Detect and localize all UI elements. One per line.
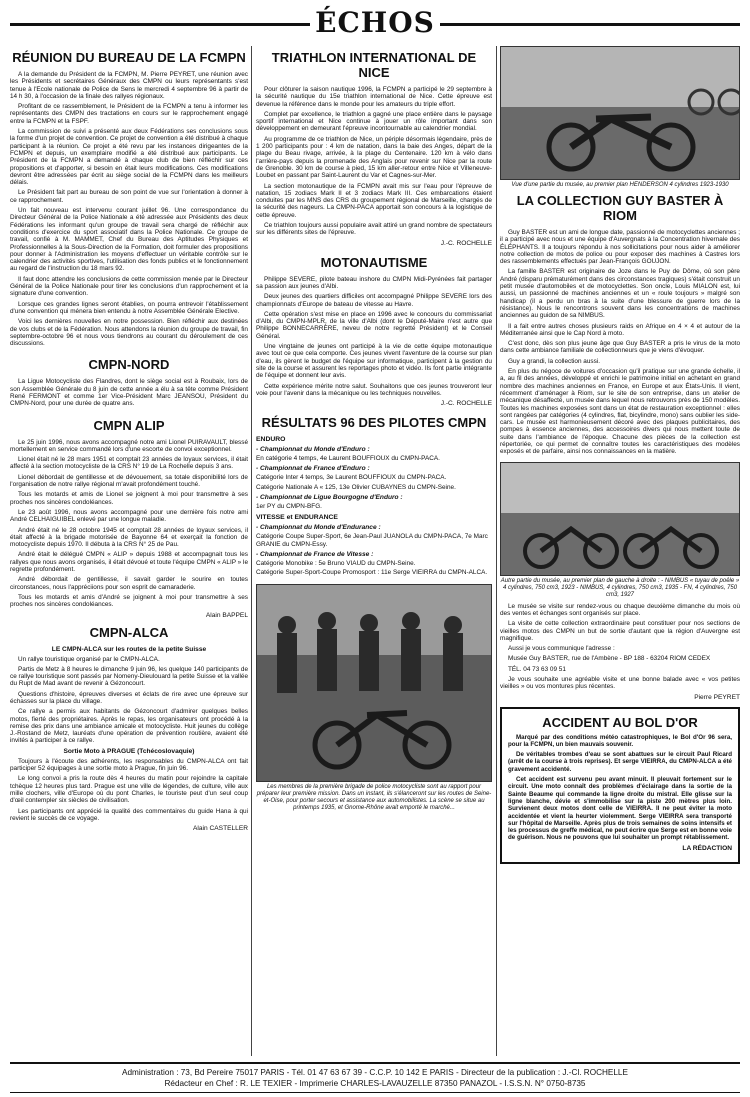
article-body-alip: [10, 439, 248, 609]
paragraph: Marqué par des conditions météo catastrophiques, le Bol d'Or 96 sera, pour la FCMPN, un bien mauvais souvenir.: [508, 733, 732, 748]
signature: LA RÉDACTION: [682, 844, 732, 852]
paragraph: Il faut donc attendre les conclusions de cette commission menée par le Directeur Général de la Police Nationale pour tirer les conclusions d'un rapprochement et la signature d'une convention.: [10, 275, 248, 298]
championship-label: - Championnat du Monde d'Endurance :: [256, 524, 381, 532]
paragraph: Lorsque ces grandes lignes seront établies, on pourra entrevoir l'établissement d'une convention qui ménera bien entendu à notre Assemblée Générale Elective.: [10, 300, 248, 315]
column-divider: [251, 46, 252, 1056]
paragraph: La visite de cette collection extraordinaire peut constituer pour nos sections de vieilles motos des CMPN un but de sortie d'autant que la région d'Auvergne est magnifique.: [500, 620, 740, 642]
result-line: En catégorie 4 temps, 4e Laurent BOUFFIOUX du CMPN-PACA.: [256, 455, 440, 463]
paragraph: Tous les motards et amis de Lionel se joignent à moi pour transmettre à ses proches nos sincères condoléances.: [10, 491, 248, 506]
paragraph: Ce rallye a permis aux habitants de Gézoncourt d'admirer quelques belles motos, fierté des propriétaires. Après le repas, les organisateurs ont procédé à la remise des prix dans une ambiance amicale et motocycliste. Huit jeunes du collège J.-Rostand de Metz, lauréats d'une opération de prévention routière, avaient été invités à participer à ce rallye.: [10, 708, 248, 745]
paragraph: La commission de suivi a présenté aux deux Fédérations ses conclusions sous la forme d'un projet de convention. Ce projet de convention a été distribué à chaque participant à la réunion. Ce projet a été revu par les instances dirigeantes de la FCMPN et depuis, un exemplaire modifié a été distribué aux participants. Le Président de la FCMPN a demandé à chaque club de bien réfléchir sur ces propositions et d'apporter, si besoin en était leurs modifications. Ces modifications devront être adressées par écrit au siège social de la FCMPN dans les meilleurs délais.: [10, 128, 248, 187]
paragraph: Pour clôturer la saison nautique 1996, la FCMPN a participé le 29 septembre à la sécurité nautique du 15e triathlon international de Nice. Cette épreuve est devenue la référence dans le monde pour les amateurs du triple effort.: [256, 86, 492, 108]
result-line: Catégorie Super-Sport-Coupe Promosport : 11e Serge VIEIRRA du CMPN-ALCA.: [256, 569, 488, 577]
paragraph: Ce triathlon toujours aussi populaire avait attiré un grand nombre de spectateurs sur les différents sites de l'épreuve.: [256, 222, 492, 237]
museum-motorcycle-illustration: [501, 463, 739, 575]
paragraph: En plus du négoce de voitures d'occasion qu'il pratique sur une grande échelle, il a, au fil des années, développé et enrichi le patrimoine initial en achetant en grand nombre des machines anciennes en France, en Europe et aux États-Unis. Il vient, récemment d'aménager à Riom, sur le site de son entreprise, dans un atelier de mécanique désaffecté, un musée dans lequel nous retrouvons près de 150 modèles. Toutes les machines exposées sont dans un état de restauration exceptionnel : elles sont rangées par catégories (4 cylindres, flat, bicylindre, mono) sans oublier les side-cars. Le musée est harmonieusement décoré avec des plaques publicitaires, des pompes à essence anciennes, des accessoires divers qui nous mettent toute de suite dans l'ambiance de l'époque. Chacune des pièces de la collection est répertoriée, ce qui permet de connaître toutes les caractéristiques des modèles exposés et de parfaire, ainsi nos connaissances en la matière.: [500, 368, 740, 456]
paragraph: De véritables trombes d'eau se sont abattues sur le circuit Paul Ricard (arrêt de la course à trois reprises). Et serge VIEIRRA, du CMPN-ALCA a été gravement accidenté.: [508, 751, 732, 773]
article-title-baster: LA COLLECTION GUY BASTER À RIOM: [516, 193, 724, 223]
police-brigade-photo: [256, 584, 492, 782]
paragraph: A la demande du Président de la FCMPN, M. Pierre PEYRET, une réunion avec les Présidents et secrétaires Généraux des CMPN ou leurs représentants s'est tenue à l'Ecole nationale de Police de Sens le mercredi 4 septembre 96 à partir de 14 h 30, à l'occasion de la finale des rallyes régionaux.: [10, 71, 248, 100]
signature: Alain BAPPEL: [205, 611, 248, 619]
museum-photo-henderson: [500, 46, 740, 180]
paragraph: Il a fait entre autres choses plusieurs raids en Afrique en 4 × 4 et autour de la Méditerranée ainsi que le Cap Nord à moto.: [500, 322, 740, 337]
paragraph: Deux jeunes des quartiers difficiles ont accompagné Philippe SEVERE lors des championnats d'Europe de bateau de vitesse au Havre.: [256, 293, 492, 308]
paragraph: Les participants ont apprécié la qualité des commentaires du guide Hana à qui revient le succès de ce voyage.: [10, 807, 248, 822]
paragraph: André débordait de gentillesse, il savait garder le sourire en toutes circonstances, nous l'appréciions pour son esprit de camaraderie.: [10, 576, 248, 591]
paragraph: Une vingtaine de jeunes ont participé à la vie de cette équipe motonautique avec tout ce que cela comporte. Ces jeunes vivent l'aventure de la course sur plan d'eau, ils gèrent le budget de l'équipe sur informatique, participent à la gestion du site de la course et assurent les reportages photo et vidéo. Ils font partie intégrante de l'équipe et donnent leur avis.: [256, 343, 492, 380]
article-body-reunion: [10, 71, 248, 347]
results-category: ENDURO: [256, 436, 286, 444]
championship-label: - Championnat de Ligue Bourgogne d'Enduro :: [256, 493, 403, 501]
column-left: [10, 46, 248, 1055]
photo-caption: Autre partie du musée, au premier plan de gauche à droite : - NIMBUS « tuyau de poêle » 4 cylindres, 750 cm3, 1923 - NIMBUS, 4 cylindres, 750 cm3, 1935 - FN, 4 cylindres, 750 cm3, 1927: [500, 577, 740, 598]
result-line: Catégorie Monobike : 5e Bruno VIAUD du CMPN-Seine.: [256, 559, 416, 567]
subheading: Sortie Moto à PRAGUE (Tchécoslovaquie): [63, 747, 195, 755]
footer-line: Administration : 73, Bd Pereire 75017 PARIS - Tél. 01 47 63 67 39 - C.C.P. 10 142 E PARIS - Directeur de la publication : J.-Cl. ROCHELLE: [122, 1068, 628, 1077]
paragraph: Aussi je vous communique l'adresse :: [508, 645, 615, 653]
paragraph: La famille BASTER est originaire de Joze dans le Puy de Dôme, où son père André (disparu prématurément dans des circonstances tragiques) s'était construit un petit musée d'automobiles et de motocyclettes. Son oncle, Louis MIALON est, lui aussi, un passionné de machines anciennes et un « roule toujours » malgré son handicap (il a perdu un bras à la suite d'une blessure de guerre lors de la résistance). Nous le rencontrons souvent dans les concentrations de machines anciennes au guidon de sa NIMBUS.: [500, 268, 740, 320]
result-line: Catégorie Nationale A « 125, 13e Olivier CUBAYNES du CMPN-Seine.: [256, 483, 456, 491]
result-line: 1er PY du CMPN-BFG.: [256, 502, 322, 510]
paragraph: Guy BASTER est un ami de longue date, passionné de motocyclettes anciennes ; il a participé avec nous et une équipe d'Auvergnats à la Concentration hivernale des ÉLÉPHANTS. Il a toujours répondu à nos sollicitations pour nous aider à améliorer notre collection de motos de police ou pour exposer des machines à Castres lors des rassemblements effectués par Jean-François GOUJON.: [500, 229, 740, 266]
signature: J.-C. ROCHELLE: [440, 239, 492, 247]
photo-caption: Vue d'une partie du musée, au premier plan HENDERSON 4 cylindres 1923-1930: [511, 182, 729, 188]
museum-motorcycle-illustration: [501, 47, 739, 179]
header-rule-left: [10, 23, 310, 26]
paragraph: Un fait nouveau est intervenu courant juillet 96. Une correspondance du Directeur Général de la Police Nationale a été adressée aux Présidents des deux Fédérations les informant qu'un groupe de travail sera chargé de réfléchir aux conditions d'exercice du sport associatif dans la Police Nationale. Ce groupe de travail, confié à M. MAMMET, Chef du Bureau des Aptitudes Physiques et Professionnelles à la Sous-Direction de la Formation, doit formuler des propositions pour donner à l'Administration les moyens d'effectuer un véritable contrôle sur le calendrier des activités sportives, l'utilisation des fonds publics et le fonctionnement au regard de l'instruction du 18 mars 92.: [10, 207, 248, 273]
museum-photo-nimbus: [500, 462, 740, 576]
paragraph: Lionel était né le 28 mars 1951 et comptait 23 années de loyaux services, il était affecté à la section motocycliste de la CRS N° 19 de La Rochelle depuis 3 ans.: [10, 456, 248, 471]
signature: Pierre PEYRET: [694, 693, 740, 701]
article-title-accident: ACCIDENT AU BOL D'OR: [542, 714, 698, 730]
photo-caption: Les membres de la première brigade de police motocycliste sont au rapport pour préparer leur première mission. Dans un instant, ils s'élanceront sur les routes de Seine-et-Oise, pour porter secours et assistance aux automobilistes. La scène se situe au printemps 1935, et Gnome-Rhône avait emporté le marché...: [256, 784, 492, 812]
paragraph: Au programme de ce triathlon de Nice, un périple désormais légendaire, près de 1 200 participants pour : 4 km de natation, dans la baie des Anges, départ de la plage du Beau rivage, arrivée, à la plage du Centenaire. 120 km à vélo dans l'arrière-pays depuis la promenade des Anglais pour revenir sur Nice par la route de Grenoble. 30 km de course à pied, 15 km aller-retour entre Nice et Villeneuve-Loubet en passant par Saint-Laurent du Var et Cagnes-sur-Mer.: [256, 135, 492, 180]
paragraph: Profitant de ce rassemblement, le Président de la FCMPN a tenu à informer les représentants des CMPN des tractations en cours sur le rapprochement engagé entre la FCMPN et la FSPF.: [10, 103, 248, 125]
signature: Alain CASTELLER: [193, 825, 248, 833]
phone-line: TÉL. 04 73 63 09 51: [508, 665, 566, 673]
result-line: Catégorie Coupe Super-Sport, 6e Jean-Paul JUANOLA du CMPN-PACA, 7e Marc GRANIE du CMPN-Essy.: [256, 533, 488, 548]
paragraph: Tous les motards et amis d'André se joignent à moi pour transmettre à ses proches nos sincères condoléances.: [10, 593, 248, 609]
column-right: [500, 46, 740, 1055]
paragraph: Questions d'histoire, épreuves diverses et éclats de rire avec une épreuve sur échasses sur la place du village.: [10, 690, 248, 705]
article-title-reunion: RÉUNION DU BUREAU DE LA FCMPN: [12, 50, 246, 65]
article-title-motonautisme: MOTONAUTISME: [320, 254, 428, 270]
footer-line: Rédacteur en Chef : R. LE TEXIER - Imprimerie CHARLES-LAVAUZELLE 87350 PANAZOL - I.S.S.N. N° 0750-8735: [164, 1079, 586, 1088]
paragraph: Complet par excellence, le triathlon a gagné une place entière dans le paysage sportif international et Nice continue à jouer un rôle important dans son développement en demeurant l'épreuve incontournable au calendrier mondial.: [256, 110, 492, 133]
results-category: VITESSE et ENDURANCE: [256, 514, 338, 522]
paragraph: Lionel débordait de gentillesse et de dévouement, sa totale disponibilité lors de l'organisation de notre rallye régional m'avait profondément touché.: [10, 473, 248, 489]
article-title-alip: CMPN ALIP: [93, 417, 165, 433]
page-title: ÉCHOS: [315, 6, 435, 39]
header-rule-right: [440, 23, 740, 26]
paragraph: Un rallye touristique organisé par le CMPN-ALCA.: [18, 655, 160, 663]
paragraph: André était né le 28 octobre 1945 et comptait 28 années de loyaux services, il était affecté à la brigade motorisée de Bayonne 64 et exerçait la fonction de motocycliste depuis 1970. Il débuta à la CRS N° 25 de Pau.: [10, 526, 248, 549]
article-title-triathlon: TRIATHLON INTERNATIONAL DE NICE: [271, 50, 477, 80]
championship-label: - Championnat de France de Vitesse :: [256, 550, 374, 558]
article-title-alca: CMPN-ALCA: [89, 624, 169, 640]
paragraph: Le musée se visite sur rendez-vous ou chaque deuxième dimanche du mois où des ventes et échanges sont organisés sur place.: [500, 602, 740, 617]
paragraph: Le Président fait part au bureau de son point de vue sur l'orientation à donner à ce rapprochement.: [10, 189, 248, 204]
paragraph: Le 25 juin 1996, nous avons accompagné notre ami Lionel PUIRAVAULT, blessé mortellement en service commandé lors d'une escorte de convoi exceptionnel.: [10, 438, 248, 453]
paragraph: Le 23 août 1996, nous avons accompagné pour une dernière fois notre ami André CELHAIGUIBEL enlevé par une longue maladie.: [10, 508, 248, 524]
police-brigade-illustration: [257, 585, 491, 781]
column-divider: [496, 46, 497, 1056]
paragraph: C'est donc, dès son plus jeune âge que Guy BASTER a pris le virus de la moto dans cette ambiance familiale de collectionneurs que je viens d'évoquer.: [500, 340, 740, 355]
result-line: Catégorie Inter 4 temps, 3e Laurent BOUFFIOUX du CMPN-PACA.: [256, 474, 447, 482]
paragraph: Cet accident est survenu peu avant minuit. Il pleuvait fortement sur le circuit. Une moto connaît des problèmes d'éclairage dans la sortie de la Sainte Beaume qui commande la ligne droite du mistral. Elle glisse sur la ligne blanche, dévie et s'immobilise sur la piste 200 mètres plus loin. Survienent deux motos dont celle de VIEIRRA. Il ne peut éviter la moto accidentée et vient la heurter violemment. Serge VIEIRRA sera transporté sur l'hôpital de Marseille. Après plus de trois semaines de soins intensifs et les processus de greffe médical, ne peut écrire que Serge est en bonne voie de guérison. Nous ne pouvons que lui souhaiter un prompt rétablissement.: [508, 776, 732, 842]
page-header: [10, 6, 740, 40]
paragraph: Guy a grandi, la collection aussi.: [508, 357, 601, 365]
championship-label: - Championnat du Monde d'Enduro :: [256, 446, 370, 454]
paragraph: Cette expérience mérite notre salut. Souhaitons que ces jeunes trouveront leur voie pour l'avenir dans la mécanique ou les techniques nouvelles.: [256, 382, 492, 397]
paragraph: La Ligue Motocycliste des Flandres, dont le siège social est à Roubaix, lors de son Assemblée Générale du 8 juin de cette année a élu à sa tête comme Président René FERMONT et comme 1er Vice-Président Marc JEANSOU, Président du CMPN-Nord, pour une durée de quatre ans.: [10, 378, 248, 408]
accident-box: [500, 707, 740, 864]
subheading: LE CMPN-ALCA sur les routes de la petite Suisse: [51, 645, 207, 653]
paragraph: Cette opération s'est mise en place en 1996 avec le concours du commissariat d'Albi, du CMPN-MPLR, de la ville d'Albi (dont le Député-Maire n'est autre que Philippe BONNECARRÈRE, neveu de notre regretté Président) et le Conseil Général.: [256, 310, 492, 340]
paragraph: Philippe SEVERE, pilote bateau inshore du CMPN Midi-Pyrénées fait partager sa passion aux jeunes d'Albi.: [256, 275, 492, 290]
paragraph: Le long convoi a pris la route dès 4 heures du matin pour rejoindre la capitale tchèque 12 heures plus tard. Prague est une ville de légendes, de culture, ville aux mille clochers, ville d'Europe où du pont Charles, le touriste peut d'un seul coup d'œil contempler six siècles de civilisation.: [10, 775, 248, 805]
column-middle: [256, 46, 492, 1055]
paragraph: La section motonautique de la FCMPN avait mis sur l'eau pour l'épreuve de natation, 15 zodiacs Mark II et 3 zodiacs Mark III. Ces embarcations étaient conduites par les MNS des CRS du groupement régional de Marseille, chargés de la sécurité des nageurs. La CMPN-PACA apportait son concours à la logistique de cette épreuve.: [256, 182, 492, 219]
paragraph: Toujours à l'écoute des adhérents, les responsables du CMPN-ALCA ont fait participer 52 équipages à une sortie moto à Prague, fin juin 96.: [10, 757, 248, 773]
paragraph: Partis de Metz à 8 heures le dimanche 9 juin 96, les quelque 140 participants de ce rallye touristique sont passés par Nomeny-Dieulouard la petite Suisse et la vallée du Rupt de Mad avant de revenir à Gézoncourt.: [10, 665, 248, 688]
page-footer: [10, 1062, 740, 1093]
paragraph: André était le délégué CMPN « ALIP » depuis 1988 et accompagnait tous les rallyes que nous avons organisés, il était dévoué et toute l'équipe CMPN « ALIP » le regrette profondément.: [10, 551, 248, 574]
championship-label: - Championnat de France d'Enduro :: [256, 465, 370, 473]
article-title-resultats: RÉSULTATS 96 DES PILOTES CMPN: [261, 415, 487, 431]
signature: J.-C. ROCHELLE: [440, 400, 492, 408]
article-title-nord: CMPN-NORD: [88, 357, 170, 373]
paragraph: Je vous souhaite une agréable visite et une bonne balade avec « vos petites vieilles » ou vos montures plus récentes.: [500, 675, 740, 691]
address-line: Musée Guy BASTER, rue de l'Ambène - BP 188 - 63204 RIOM CEDEX: [508, 655, 711, 663]
paragraph: Voici les dernières nouvelles en notre possession. Bien réfléchir aux destinées de vos clubs et de la Fédération. Nous attendons la réunion du groupe de travail, fin septembre-octobre 96 et nous vous tiendrons au courant du déroulement de ces discussions.: [10, 318, 248, 348]
